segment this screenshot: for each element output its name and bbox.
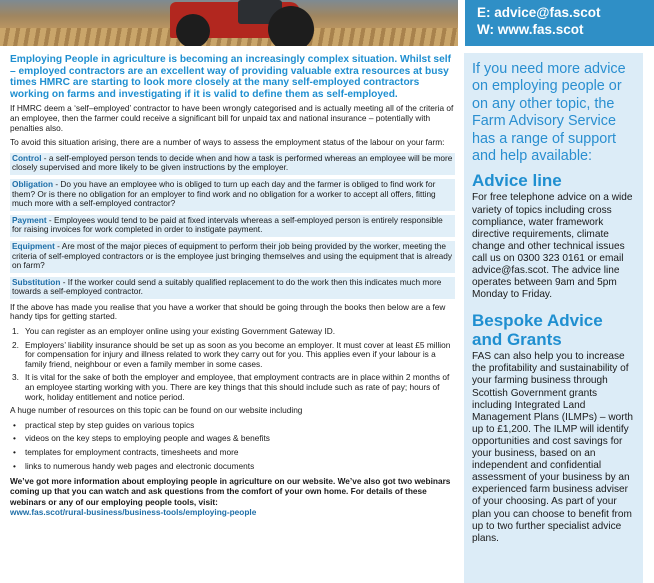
- tractor-front-wheel: [176, 14, 210, 46]
- criterion-term: Payment: [12, 214, 47, 225]
- list-item: [10, 448, 455, 458]
- list-number: 3.: [12, 372, 19, 383]
- criterion-term: Substitution: [12, 276, 61, 287]
- criterion-equipment: [10, 241, 455, 273]
- sidebar: [464, 53, 643, 583]
- bullet-icon: •: [13, 447, 16, 457]
- list-text: practical step by step guides on various topics: [25, 419, 195, 430]
- criterion-text: - Are most of the major pieces of equipment to perform their job being provided by the worker, meeting the criteria of self-employed contractors or is the employee just bringing themselves and using the equipment that is already on farm?: [12, 240, 452, 271]
- criterion-term: Obligation: [12, 178, 54, 189]
- advice-line-text: For free telephone advice on a wide variety of topics including cross compliance, water framework directive requirements, climate change and other technical issues call us on 0300 323 0161 or email advice@fas.scot. The advice line operates between 9am and 5pm Monday to Friday.: [472, 192, 633, 301]
- list-number: 1.: [12, 326, 19, 337]
- resources-list: [10, 421, 455, 471]
- list-text: Employers’ liability insurance should be set up as soon as you become an employer. It must cover at least £5 million for compensation for injury and illness related to work they carry out for you. This applies even if your labour is a family friend, neighbour or even a family member in some cases.: [25, 339, 451, 369]
- list-text: You can register as an employer online using your existing Government Gateway ID.: [25, 326, 336, 337]
- bespoke-advice-heading: Bespoke Advice and Grants: [472, 311, 603, 350]
- paragraph-tips-intro: If the above has made you realise that you have a worker that should be going through the books then below are a few handy tips for getting started.: [10, 301, 446, 322]
- bespoke-advice-text: FAS can also help you to increase the profitability and sustainability of your farming business through Scottish Government grants including Integrated Land Management Plans (ILMPs) – worth up to £1,200. The ILMP will identify opportunities and cost savings for your business, based on an independent and confidential assessment of your business by an experienced farm business adviser of your choosing. As part of your plan you can choose to benefit from up to two further specialist advice plans.: [472, 351, 634, 544]
- bullet-icon: •: [13, 419, 16, 430]
- contact-website[interactable]: W: www.fas.scot: [477, 22, 584, 37]
- criterion-obligation: [10, 179, 455, 211]
- criterion-text: - If the worker could send a suitably qualified replacement to do the work then this indicates much more towards a self-employed contractor.: [12, 276, 442, 297]
- paragraph-assess: To avoid this situation arising, there are a number of ways to assess the employment status of the labour on your farm:: [10, 137, 445, 148]
- criterion-term: Equipment: [12, 240, 55, 251]
- list-number: 2.: [12, 339, 19, 350]
- sidebar-lead: If you need more advice on employing people or on any other topic, the Farm Advisory Service has a range of support and help available:: [472, 61, 626, 165]
- list-text: links to numerous handy web pages and electronic documents: [25, 460, 255, 471]
- list-text: It is vital for the sake of both the employer and employee, that employment contracts are in place within 2 months of an employee starting working with you. There are key things that this should include such as rate of pay; hours of work, holiday entitlement and notice period.: [25, 372, 450, 402]
- criterion-term: Control: [12, 152, 42, 163]
- criterion-text: - Do you have an employee who is obliged to turn up each day and the farmer is obliged to find work for them? Or is there no obligation for an employer to find work and no obligation for a worker to accept all offers, fitting much more with a self-employed contractor?: [12, 178, 436, 209]
- bullet-icon: •: [13, 433, 16, 444]
- list-item: [10, 434, 455, 444]
- advice-line-heading: Advice line: [472, 171, 562, 191]
- bullet-icon: •: [13, 460, 16, 471]
- article-body: [10, 54, 455, 517]
- tractor-rear-wheel: [268, 6, 314, 46]
- list-text: templates for employment contracts, timesheets and more: [25, 447, 239, 457]
- paragraph-hmrc: If HMRC deem a ‘self–employed’ contractor to have been wrongly categorised and is actually meeting all of the criteria of an employee, then the farmer could receive a significant bill for unpaid tax and national insurance – potentially with penalties also.: [10, 103, 454, 133]
- paragraph-resources-intro: A huge number of resources on this topic can be found on our website including: [10, 405, 303, 416]
- employing-people-link[interactable]: www.fas.scot/rural-business/business-tools/employing-people: [10, 506, 257, 517]
- closing-paragraph: [10, 476, 455, 517]
- contact-email[interactable]: E: advice@fas.scot: [477, 5, 601, 20]
- criterion-payment: [10, 215, 455, 237]
- list-item: [10, 462, 455, 472]
- criterion-text: - a self-employed person tends to decide when and how a task is performed whereas an employee will be more closely supervised and more likely to be given instructions by the employer.: [12, 152, 453, 173]
- criterion-text: - Employees would tend to be paid at fixed intervals whereas a self-employed person is entirely responsible for raising invoices for work completed in order to instigate payment.: [12, 214, 443, 235]
- criterion-substitution: [10, 277, 455, 299]
- tips-list: [10, 327, 455, 402]
- list-text: videos on the key steps to employing people and wages & benefits: [25, 433, 270, 444]
- contact-box: [465, 0, 654, 46]
- list-item: [10, 373, 455, 402]
- list-item: [10, 421, 455, 431]
- article-intro: Employing People in agriculture is becoming an increasingly complex situation. Whilst self – employed contractors are an excellent way of providing valuable extra resources at busy times HMRC are starting to look more closely at the many self-employed contractors working on farms and investigating if it is valid to define them as self-employed.: [10, 54, 451, 100]
- criterion-control: [10, 153, 455, 175]
- closing-text: We’ve got more information about employing people in agriculture on our website. We’ve also got two webinars coming up that you can watch and ask questions from the comfort of your own home. For details of these webinars or any of our employing people tools, visit:: [10, 476, 451, 507]
- list-item: [10, 327, 455, 337]
- header-photo-tractor: [0, 0, 458, 46]
- list-item: [10, 341, 455, 370]
